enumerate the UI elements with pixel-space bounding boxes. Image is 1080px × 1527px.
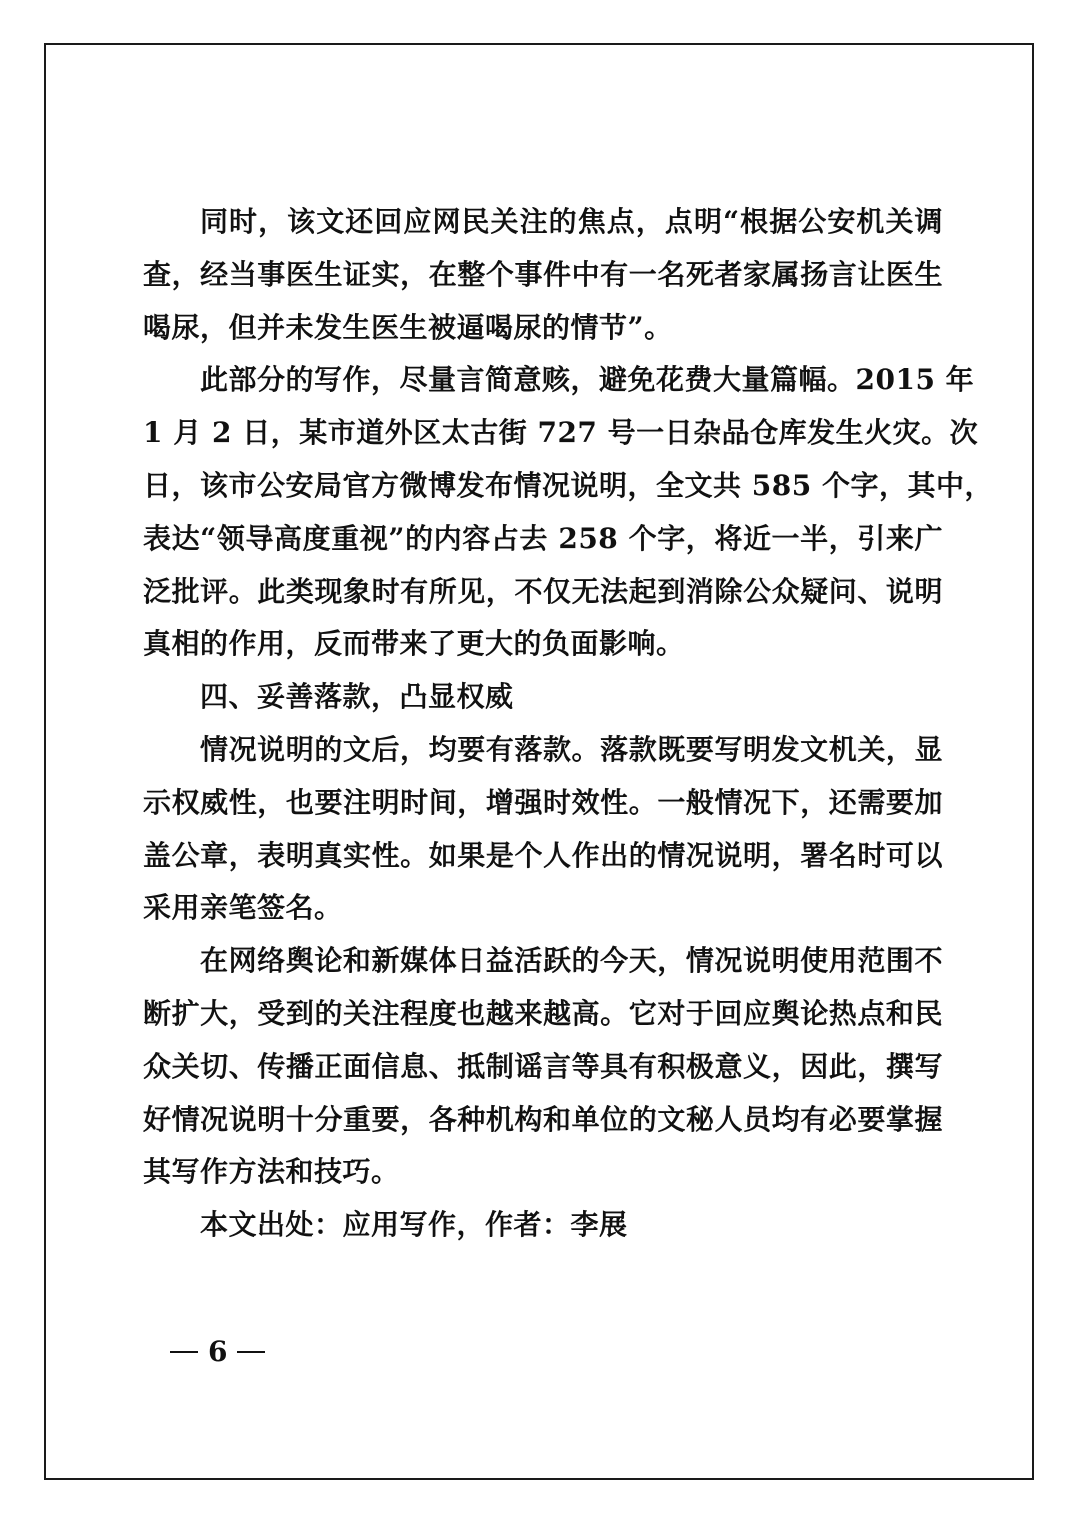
paragraph-line: 其写作方法和技巧。 bbox=[143, 1155, 400, 1189]
page-number bbox=[170, 1332, 265, 1372]
paragraph-line: 众关切、传播正面信息、抵制谣言等具有积极意义，因此，撰写 bbox=[143, 1049, 943, 1083]
paragraph-line: 此部分的写作，尽量言简意赅，避免花费大量篇幅。2015 年 bbox=[200, 363, 975, 397]
dash-right bbox=[237, 1351, 265, 1353]
page-number-value: 6 bbox=[208, 1335, 228, 1368]
section-heading: 四、妥善落款，凸显权威 bbox=[200, 680, 514, 714]
paragraph-line: 情况说明的文后，均要有落款。落款既要写明发文机关，显 bbox=[200, 732, 943, 766]
paragraph-line: 好情况说明十分重要，各种机构和单位的文秘人员均有必要掌握 bbox=[143, 1102, 943, 1136]
paragraph-line: 采用亲笔签名。 bbox=[143, 891, 343, 925]
paragraph-line: 盖公章，表明真实性。如果是个人作出的情况说明，署名时可以 bbox=[143, 838, 943, 872]
body-text bbox=[143, 196, 993, 1252]
paragraph-line: 真相的作用，反而带来了更大的负面影响。 bbox=[143, 627, 685, 661]
paragraph-line: 同时，该文还回应网民关注的焦点，点明“根据公安机关调 bbox=[200, 205, 943, 238]
paragraph-line: 泛批评。此类现象时有所见，不仅无法起到消除公众疑问、说明 bbox=[143, 574, 943, 608]
source-attribution: 本文出处：应用写作，作者：李展 bbox=[200, 1208, 628, 1242]
paragraph-line: 1 月 2 日，某市道外区太古街 727 号一日杂品仓库发生火灾。次 bbox=[143, 416, 979, 450]
paragraph-line: 喝尿，但并未发生医生被逼喝尿的情节”。 bbox=[143, 310, 673, 344]
paragraph-line: 表达“领导高度重视”的内容占去 258 个字，将近一半，引来广 bbox=[143, 521, 943, 555]
paragraph-line: 断扩大，受到的关注程度也越来越高。它对于回应舆论热点和民 bbox=[143, 996, 943, 1030]
paragraph-line: 在网络舆论和新媒体日益活跃的今天，情况说明使用范围不 bbox=[200, 944, 943, 978]
paragraph-line: 日，该市公安局官方微博发布情况说明，全文共 585 个字，其中， bbox=[143, 468, 993, 502]
paragraph-line: 示权威性，也要注明时间，增强时效性。一般情况下，还需要加 bbox=[143, 785, 943, 819]
paragraph-line: 查，经当事医生证实，在整个事件中有一名死者家属扬言让医生 bbox=[143, 257, 943, 291]
dash-left bbox=[170, 1351, 198, 1353]
